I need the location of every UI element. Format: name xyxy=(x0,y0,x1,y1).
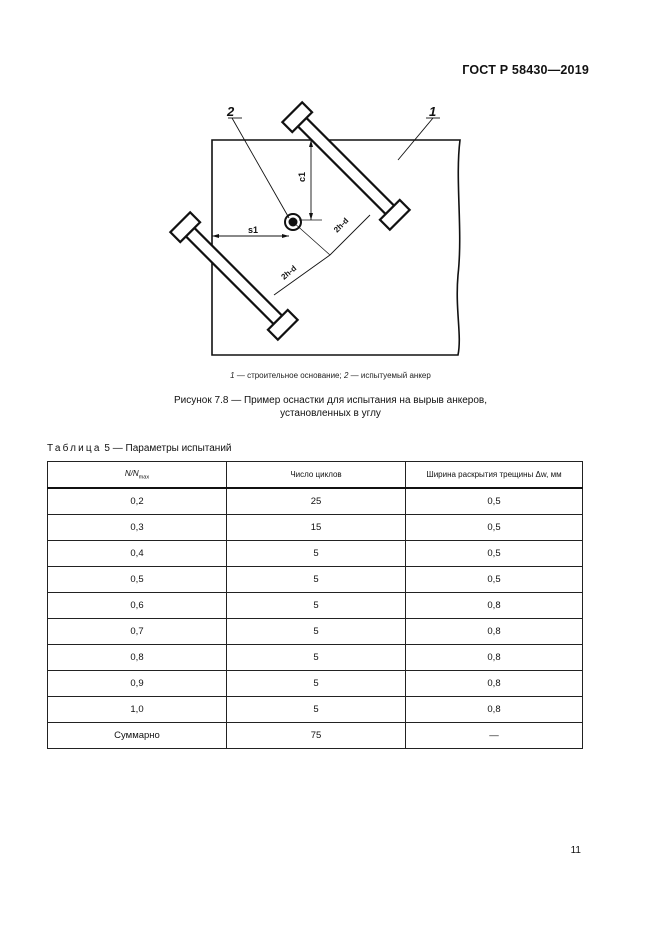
cell-ratio: 0,3 xyxy=(48,515,227,541)
cell-cycles: 5 xyxy=(227,671,406,697)
cell-width: 0,8 xyxy=(406,645,583,671)
caption-line-2: установленных в углу xyxy=(280,408,381,419)
callout-1: 1 xyxy=(429,104,437,119)
table-title: Таблица 5 — Параметры испытаний xyxy=(47,443,232,454)
table-row xyxy=(48,541,583,567)
cell-cycles: 5 xyxy=(227,645,406,671)
table-row xyxy=(48,645,583,671)
header-crack-width: Ширина раскрытия трещины Δw, мм xyxy=(406,462,583,489)
cell-ratio: 0,5 xyxy=(48,567,227,593)
cell-width: 0,5 xyxy=(406,541,583,567)
cell-cycles: 5 xyxy=(227,567,406,593)
callout-2: 2 xyxy=(227,104,235,119)
dim-2h-bottom-label: 2h‑d xyxy=(279,263,299,282)
table-row xyxy=(48,619,583,645)
cell-width: 0,8 xyxy=(406,593,583,619)
cell-cycles: 15 xyxy=(227,515,406,541)
upper-bracket xyxy=(282,102,409,229)
cell-ratio: 0,9 xyxy=(48,671,227,697)
cell-width: 0,5 xyxy=(406,488,583,515)
cell-width: 0,5 xyxy=(406,567,583,593)
cell-cycles: 75 xyxy=(227,723,406,749)
cell-ratio: 1,0 xyxy=(48,697,227,723)
header-ratio: $N/N_{max}$ xyxy=(48,462,227,489)
cell-ratio: Суммарно xyxy=(48,723,227,749)
dim-c1-label: c1 xyxy=(297,171,307,182)
test-parameters-table xyxy=(47,461,583,749)
standard-code: ГОСТ Р 58430—2019 xyxy=(462,63,589,77)
table-row xyxy=(48,515,583,541)
cell-ratio: 0,7 xyxy=(48,619,227,645)
cell-cycles: 5 xyxy=(227,619,406,645)
cell-width: 0,8 xyxy=(406,697,583,723)
table-row xyxy=(48,723,583,749)
table-row xyxy=(48,697,583,723)
page-number: 11 xyxy=(570,845,581,856)
dim-2h-top-label: 2h‑d xyxy=(332,216,351,235)
cell-ratio: 0,4 xyxy=(48,541,227,567)
caption-line-1: Рисунок 7.8 — Пример оснастки для испытания на вырыв анкеров, xyxy=(174,395,487,406)
cell-cycles: 5 xyxy=(227,697,406,723)
cell-width: — xyxy=(406,723,583,749)
header-cycles: Число циклов xyxy=(227,462,406,489)
cell-width: 0,5 xyxy=(406,515,583,541)
concrete-base xyxy=(212,140,460,355)
cell-cycles: 5 xyxy=(227,541,406,567)
cell-ratio: 0,6 xyxy=(48,593,227,619)
table-row xyxy=(48,671,583,697)
cell-width: 0,8 xyxy=(406,671,583,697)
cell-cycles: 25 xyxy=(227,488,406,515)
cell-ratio: 0,2 xyxy=(48,488,227,515)
cell-cycles: 5 xyxy=(227,593,406,619)
table-row xyxy=(48,593,583,619)
cell-width: 0,8 xyxy=(406,619,583,645)
table-row xyxy=(48,488,583,515)
figure-caption xyxy=(0,394,661,420)
cell-ratio: 0,8 xyxy=(48,645,227,671)
figure-legend: 1 — строительное основание; 2 — испытуемый анкер xyxy=(230,371,431,380)
table-row xyxy=(48,567,583,593)
anchor-corner-test-figure xyxy=(160,100,470,362)
lower-bracket xyxy=(170,212,297,339)
dim-s1-label: s1 xyxy=(248,225,259,235)
